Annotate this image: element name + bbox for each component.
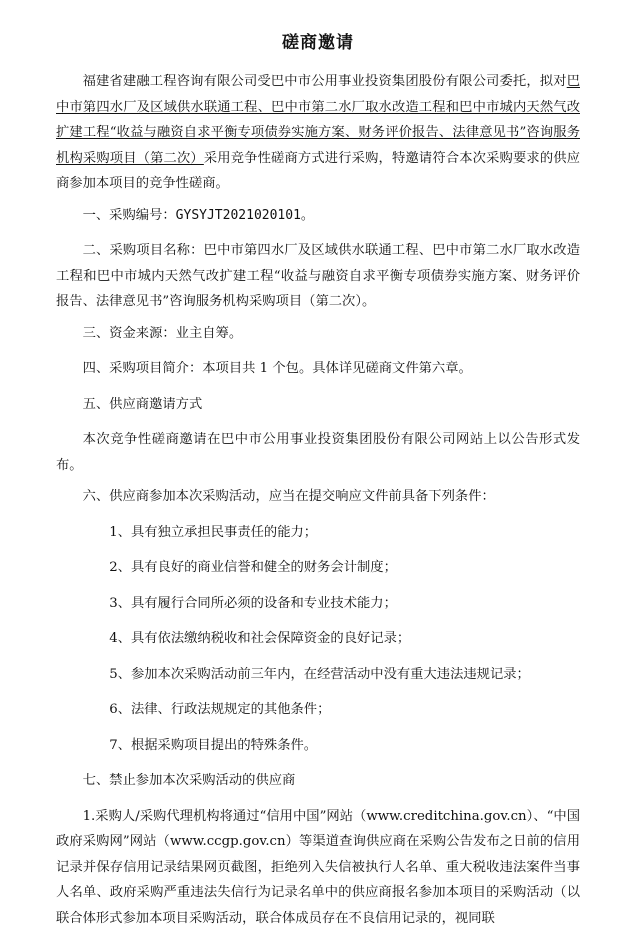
intro-prefix: 福建省建融工程咨询有限公司受巴中市公用事业投资集团股份有限公司委托，拟对	[83, 74, 567, 89]
section-3-funding-source: 三、资金来源：业主自筹。	[56, 321, 580, 347]
section-4-project-summary: 四、采购项目简介：本项目共 1 个包。具体详见磋商文件第六章。	[56, 356, 580, 382]
section-7-body: 1.采购人/采购代理机构将通过“信用中国”网站（www.creditchina.gov.cn）、“中国政府采购网”网站（www.ccgp.gov.cn）等渠道查询供应商在采购公告发布之日前的信用记录并保存信用记录结果网页截图，拒绝列入失信被执行人名单、重大税收违法案件当事人名单、政府采购严重违法失信行为记录名单中的供应商报名参加本项目的采购活动（以联合体形式参加本项目采购活动，联合体成员存在不良信用记录的，视同联	[56, 804, 580, 931]
section-5-body: 本次竞争性磋商邀请在巴中市公用事业投资集团股份有限公司网站上以公告形式发布。	[56, 427, 580, 478]
condition-item-5: 5、参加本次采购活动前三年内，在经营活动中没有重大违法违规记录；	[56, 662, 580, 688]
section-1-procurement-number	[56, 203, 580, 229]
condition-item-1: 1、具有独立承担民事责任的能力；	[56, 520, 580, 546]
intro-suffix: 采用竞争性磋商方式进行采购，特邀请符合本次采购要求的供应商参加本项目的竞争性磋商。	[56, 151, 580, 192]
section-2-project-name: 二、采购项目名称：巴中市第四水厂及区域供水联通工程、巴中市第二水厂取水改造工程和巴中市城内天然气改扩建工程“收益与融资自求平衡专项债券实施方案、财务评价报告、法律意见书”咨询服务机构采购项目（第二次）。	[56, 238, 580, 315]
condition-item-2: 2、具有良好的商业信誉和健全的财务会计制度；	[56, 555, 580, 581]
section-6-heading: 六、供应商参加本次采购活动，应当在提交响应文件前具备下列条件：	[56, 484, 580, 510]
procurement-number: GYSYJT2021020101。	[176, 208, 314, 223]
document-title: 磋商邀请	[56, 28, 580, 53]
condition-item-7: 7、根据采购项目提出的特殊条件。	[56, 733, 580, 759]
section-7-heading: 七、禁止参加本次采购活动的供应商	[56, 768, 580, 794]
project-name-underlined: 巴中市第四水厂及区域供水联通工程、巴中市第二水厂取水改造工程和巴中市城内天然气改扩建工程“收益与融资自求平衡专项债券实施方案、财务评价报告、法律意见书”咨询服务机构采购项目（第二次）	[56, 74, 580, 166]
section-5-heading: 五、供应商邀请方式	[56, 392, 580, 418]
condition-item-3: 3、具有履行合同所必须的设备和专业技术能力；	[56, 591, 580, 617]
condition-item-4: 4、具有依法缴纳税收和社会保障资金的良好记录；	[56, 626, 580, 652]
section-1-label: 一、采购编号：	[83, 208, 176, 223]
intro-paragraph	[56, 69, 580, 197]
condition-item-6: 6、法律、行政法规规定的其他条件；	[56, 697, 580, 723]
